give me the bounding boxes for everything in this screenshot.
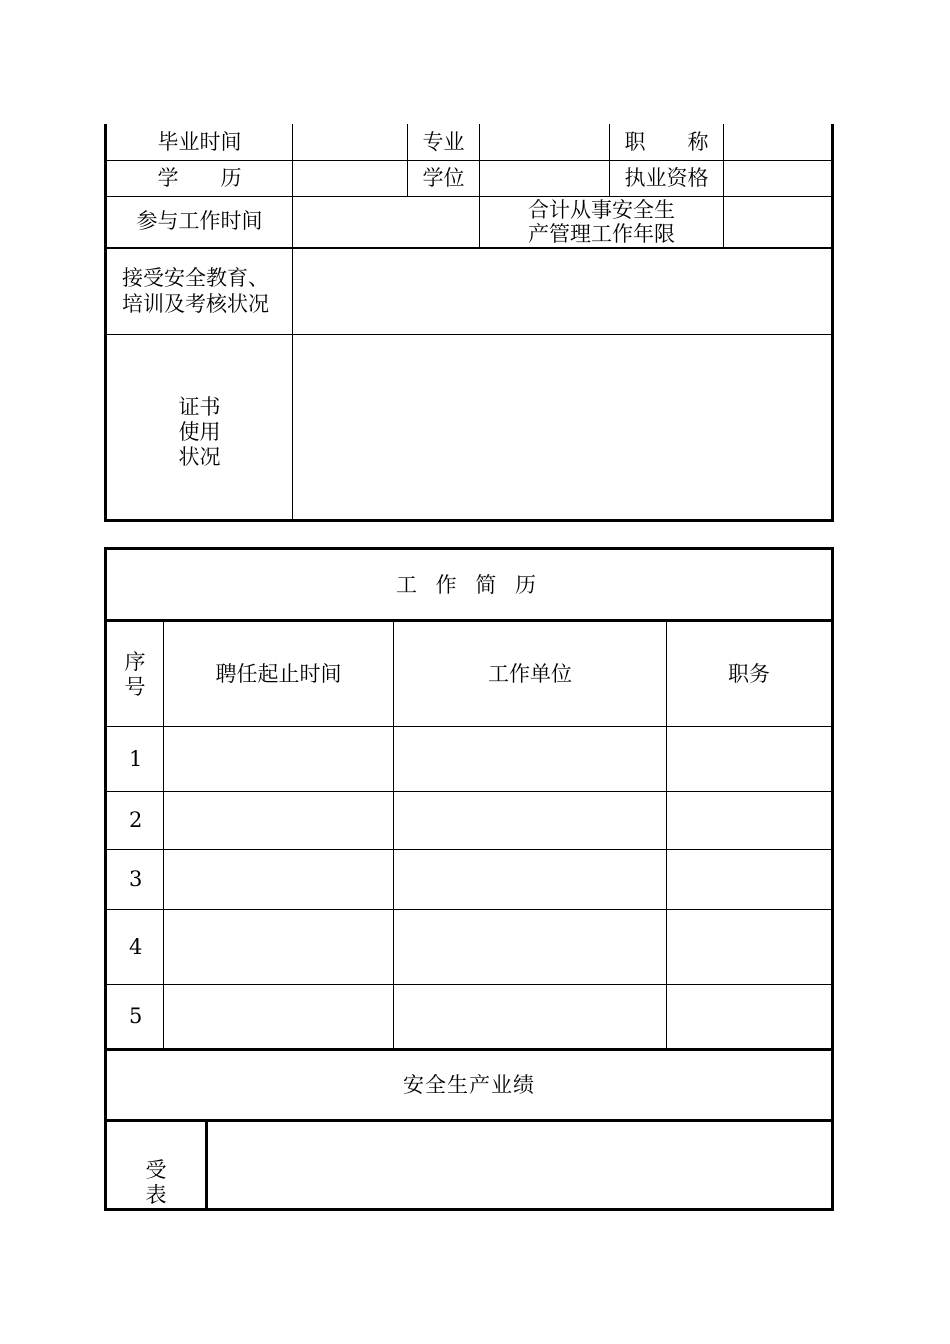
info-table-right-border bbox=[831, 124, 834, 522]
info-table-bottom-border bbox=[104, 519, 834, 522]
header-index-line1: 序 bbox=[124, 650, 146, 674]
label-cert-line2: 使用 bbox=[178, 420, 221, 444]
label-cert-line3: 状况 bbox=[178, 445, 221, 469]
row-index: 2 bbox=[129, 808, 143, 832]
row-index: 1 bbox=[129, 747, 143, 771]
label-degree: 学位 bbox=[422, 166, 465, 190]
field-major[interactable] bbox=[480, 125, 609, 160]
field-training[interactable] bbox=[293, 249, 831, 334]
label-grad-time: 毕业时间 bbox=[157, 130, 242, 154]
label-major: 专业 bbox=[422, 130, 465, 154]
label-work-start: 参与工作时间 bbox=[136, 209, 263, 233]
label-training-line1: 接受安全教育、 bbox=[122, 266, 269, 290]
table-row[interactable] bbox=[164, 792, 831, 849]
field-award[interactable] bbox=[208, 1122, 831, 1208]
table-row[interactable] bbox=[164, 727, 831, 791]
table-row[interactable] bbox=[164, 910, 831, 984]
field-title[interactable] bbox=[724, 125, 831, 160]
label-cert-line1: 证书 bbox=[178, 395, 221, 419]
field-education[interactable] bbox=[293, 161, 407, 196]
table-row[interactable] bbox=[164, 985, 831, 1048]
resume-table-top-border bbox=[104, 547, 834, 550]
resume-rule-thick bbox=[104, 1048, 834, 1051]
resume-table-left-border bbox=[104, 547, 107, 1211]
field-degree[interactable] bbox=[480, 161, 609, 196]
field-qualification[interactable] bbox=[724, 161, 831, 196]
field-work-start[interactable] bbox=[293, 197, 479, 247]
table-row[interactable] bbox=[164, 850, 831, 909]
row-index: 4 bbox=[129, 935, 143, 959]
resume-table-right-border bbox=[831, 547, 834, 1211]
field-safety-years[interactable] bbox=[724, 197, 831, 247]
field-grad-time[interactable] bbox=[293, 125, 407, 160]
header-period: 聘任起止时间 bbox=[215, 662, 342, 686]
field-cert-usage[interactable] bbox=[293, 335, 831, 519]
row-index: 3 bbox=[129, 867, 143, 891]
label-award-line2: 表 bbox=[145, 1183, 167, 1207]
header-employer: 工作单位 bbox=[488, 662, 572, 686]
header-index-line2: 号 bbox=[124, 675, 146, 699]
label-title: 职 称 bbox=[624, 130, 709, 154]
label-safety-years-line1: 合计从事安全生 bbox=[528, 198, 675, 222]
header-position: 职务 bbox=[728, 662, 770, 686]
label-award-line1: 受 bbox=[145, 1158, 167, 1182]
label-safety-years-line2: 产管理工作年限 bbox=[528, 222, 675, 246]
resume-rule-thick bbox=[104, 619, 834, 622]
label-training-line2: 培训及考核状况 bbox=[122, 292, 269, 316]
performance-title: 安全生产业绩 bbox=[403, 1073, 535, 1097]
label-education: 学 历 bbox=[157, 166, 242, 190]
label-qualification: 执业资格 bbox=[624, 166, 709, 190]
resume-title: 工 作 简 历 bbox=[395, 573, 543, 597]
row-index: 5 bbox=[129, 1004, 143, 1028]
resume-table-bottom-border bbox=[104, 1208, 834, 1211]
